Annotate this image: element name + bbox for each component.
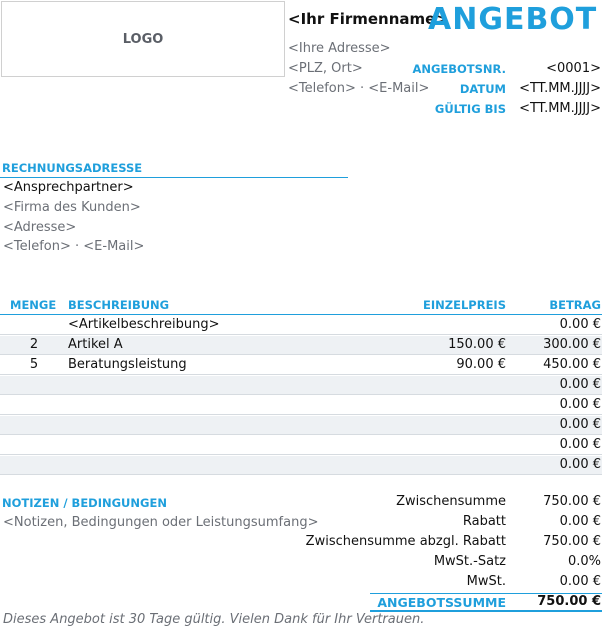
company-address: <Ihre Adresse> bbox=[288, 41, 391, 56]
row-amount: 300.00 € bbox=[543, 337, 601, 352]
billing-company: <Firma des Kunden> bbox=[3, 200, 141, 215]
table-row bbox=[0, 396, 602, 415]
subtotal-after-discount-value: 750.00 € bbox=[543, 534, 601, 549]
grand-total-label: ANGEBOTSSUMME bbox=[377, 595, 506, 610]
row-amount: 0.00 € bbox=[559, 317, 601, 332]
quote-number-value: <0001> bbox=[546, 61, 601, 76]
notes-text: <Notizen, Bedingungen oder Leistungsumfang> bbox=[3, 515, 319, 530]
row-amount: 450.00 € bbox=[543, 357, 601, 372]
row-description: Artikel A bbox=[68, 337, 123, 352]
row-amount: 0.00 € bbox=[559, 417, 601, 432]
notes-heading: NOTIZEN / BEDINGUNGEN bbox=[2, 496, 167, 510]
billing-divider bbox=[0, 177, 348, 178]
vat-label: MwSt. bbox=[466, 574, 506, 589]
date-value: <TT.MM.JJJJ> bbox=[519, 81, 601, 96]
col-header-amount: BETRAG bbox=[549, 298, 601, 312]
table-row bbox=[0, 456, 602, 475]
row-description: Beratungsleistung bbox=[68, 357, 187, 372]
row-amount: 0.00 € bbox=[559, 397, 601, 412]
company-city: <PLZ, Ort> bbox=[288, 61, 363, 76]
vat-rate-label: MwSt.-Satz bbox=[433, 554, 506, 569]
row-qty: 5 bbox=[29, 357, 39, 372]
subtotal-label: Zwischensumme bbox=[396, 494, 506, 509]
vat-value: 0.00 € bbox=[559, 574, 601, 589]
table-row bbox=[0, 436, 602, 455]
row-unit-price: 150.00 € bbox=[448, 337, 506, 352]
table-header-divider bbox=[0, 314, 602, 315]
table-row bbox=[0, 336, 602, 355]
discount-label: Rabatt bbox=[462, 514, 506, 529]
row-amount: 0.00 € bbox=[559, 377, 601, 392]
row-unit-price: 90.00 € bbox=[456, 357, 506, 372]
footer-note: Dieses Angebot ist 30 Tage gültig. Vielen Dank für Ihr Vertrauen. bbox=[3, 612, 425, 627]
billing-address: <Adresse> bbox=[3, 220, 77, 235]
company-name: <Ihr Firmenname> bbox=[288, 10, 448, 28]
grand-total-value: 750.00 € bbox=[537, 594, 601, 609]
table-row bbox=[0, 316, 602, 335]
billing-heading: RECHNUNGSADRESSE bbox=[2, 161, 143, 175]
col-header-description: BESCHREIBUNG bbox=[68, 298, 170, 312]
billing-contact-person: <Ansprechpartner> bbox=[3, 180, 134, 195]
valid-until-value: <TT.MM.JJJJ> bbox=[519, 101, 601, 116]
row-amount: 0.00 € bbox=[559, 437, 601, 452]
valid-until-label: GÜLTIG BIS bbox=[434, 102, 506, 116]
subtotal-value: 750.00 € bbox=[543, 494, 601, 509]
row-qty: 2 bbox=[29, 337, 39, 352]
date-label: DATUM bbox=[459, 82, 506, 96]
logo: LOGO bbox=[1, 1, 285, 77]
subtotal-after-discount-label: Zwischensumme abzgl. Rabatt bbox=[305, 534, 506, 549]
discount-value: 0.00 € bbox=[559, 514, 601, 529]
quote-number-label: ANGEBOTSNR. bbox=[412, 62, 506, 76]
vat-rate-value: 0.0% bbox=[567, 554, 601, 569]
billing-contact: <Telefon> · <E-Mail> bbox=[3, 239, 145, 254]
table-row bbox=[0, 416, 602, 435]
col-header-unit-price: EINZELPREIS bbox=[423, 298, 506, 312]
document-title: ANGEBOT bbox=[428, 2, 598, 37]
table-row bbox=[0, 356, 602, 375]
totals-labels bbox=[305, 494, 506, 594]
col-header-qty: MENGE bbox=[10, 298, 57, 312]
row-description: <Artikelbeschreibung> bbox=[68, 317, 220, 332]
company-contact: <Telefon> · <E-Mail> bbox=[288, 81, 430, 96]
row-amount: 0.00 € bbox=[559, 457, 601, 472]
table-row bbox=[0, 376, 602, 395]
